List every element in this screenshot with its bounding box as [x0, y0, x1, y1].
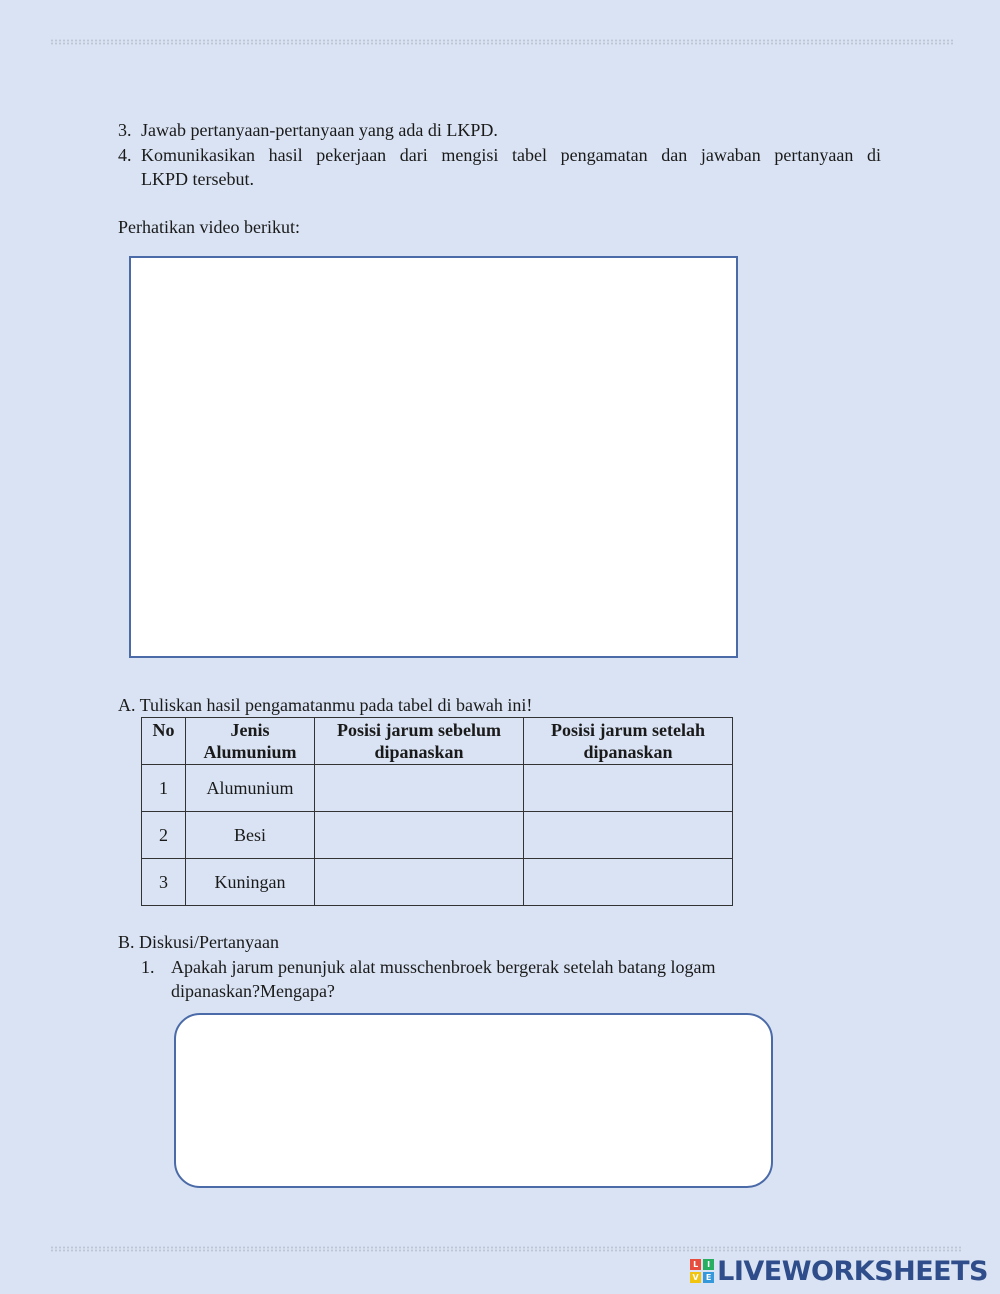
liveworksheets-name: LIVEWORKSHEETS — [717, 1255, 988, 1287]
top-dotted-border — [50, 39, 955, 45]
row-3-setelah-input[interactable] — [524, 859, 733, 906]
row-3-no: 3 — [142, 859, 186, 906]
row-3-jenis: Kuningan — [186, 859, 315, 906]
header-posisi-setelah: Posisi jarum setelah dipanaskan — [524, 718, 733, 765]
row-2-setelah-input[interactable] — [524, 812, 733, 859]
header-no: No — [142, 718, 186, 765]
row-2-sebelum-input[interactable] — [315, 812, 524, 859]
row-2-jenis: Besi — [186, 812, 315, 859]
liveworksheets-logo-icon — [690, 1259, 714, 1283]
liveworksheets-brand — [690, 1255, 988, 1287]
logo-square-i: I — [703, 1259, 714, 1270]
header-jenis: Jenis Alumunium — [186, 718, 315, 765]
observation-table — [141, 717, 733, 906]
logo-square-e: E — [703, 1272, 714, 1283]
instruction-4-line2: LKPD tersebut. — [141, 169, 254, 189]
logo-square-l: L — [690, 1259, 701, 1270]
section-a-title: A. Tuliskan hasil pengamatanmu pada tabel di bawah ini! — [118, 695, 533, 715]
video-intro: Perhatikan video berikut: — [118, 217, 300, 237]
table-row — [142, 812, 733, 859]
instruction-4-number: 4. — [118, 145, 132, 165]
instruction-3-text: Jawab pertanyaan-pertanyaan yang ada di LKPD. — [141, 120, 498, 140]
logo-square-v: V — [690, 1272, 701, 1283]
row-1-sebelum-input[interactable] — [315, 765, 524, 812]
row-2-no: 2 — [142, 812, 186, 859]
row-1-no: 1 — [142, 765, 186, 812]
video-placeholder[interactable] — [129, 256, 738, 658]
instruction-3-number: 3. — [118, 120, 132, 140]
answer-1-textbox[interactable] — [174, 1013, 773, 1188]
row-1-jenis: Alumunium — [186, 765, 315, 812]
instruction-4-line1: Komunikasikan hasil pekerjaan dari mengisi tabel pengamatan dan jawaban pertanyaan di — [141, 145, 881, 165]
table-row — [142, 765, 733, 812]
bottom-dotted-border — [50, 1246, 962, 1252]
table-row — [142, 859, 733, 906]
section-b-title: B. Diskusi/Pertanyaan — [118, 932, 279, 952]
question-1-line2: dipanaskan?Mengapa? — [171, 981, 335, 1001]
table-header-row — [142, 718, 733, 765]
question-1-line1: Apakah jarum penunjuk alat musschenbroek bergerak setelah batang logam — [171, 957, 716, 977]
header-posisi-sebelum: Posisi jarum sebelum dipanaskan — [315, 718, 524, 765]
row-1-setelah-input[interactable] — [524, 765, 733, 812]
row-3-sebelum-input[interactable] — [315, 859, 524, 906]
question-1-number: 1. — [141, 957, 155, 977]
